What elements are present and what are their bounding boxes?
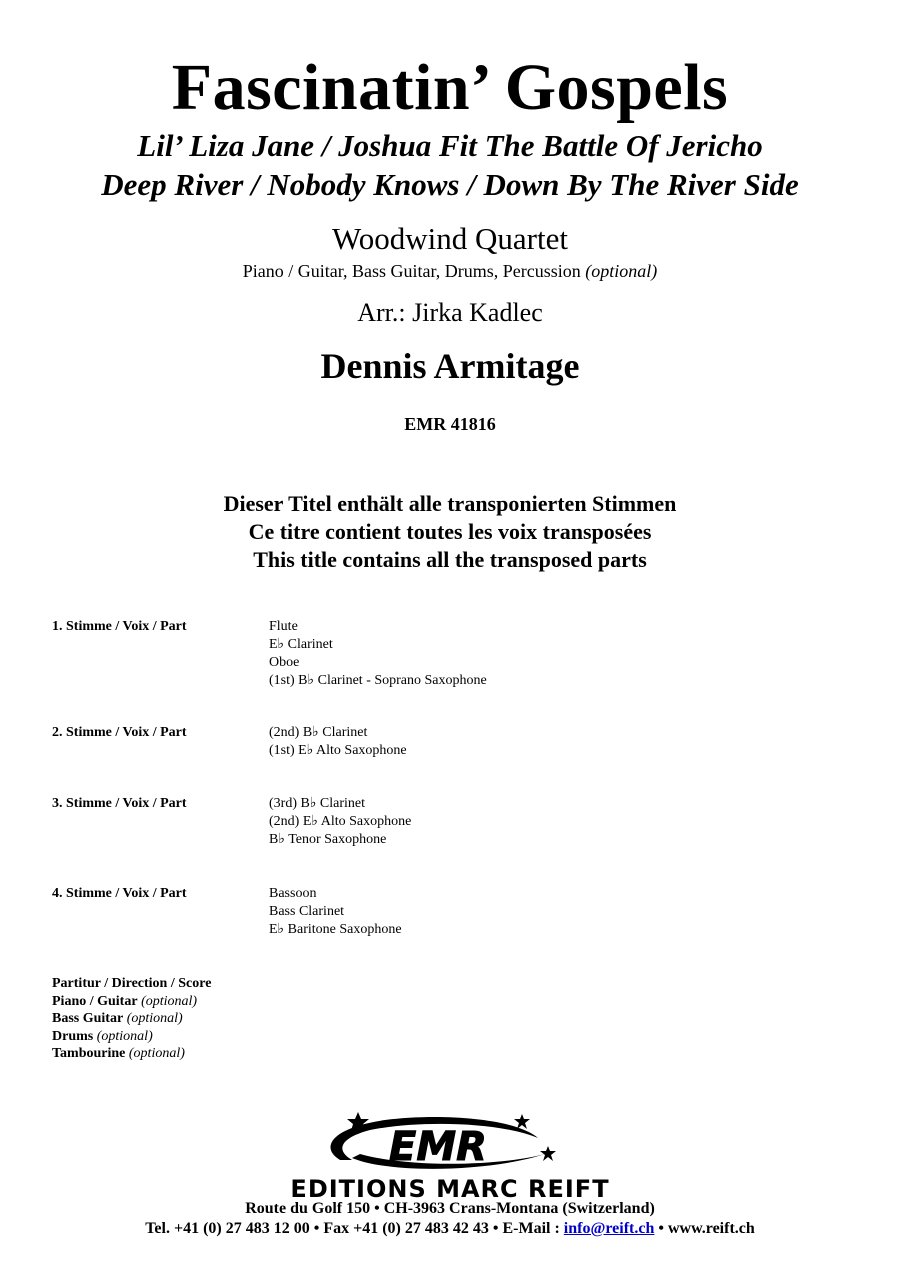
part-instrument-list bbox=[269, 795, 411, 849]
publisher-contact bbox=[0, 1219, 900, 1239]
part-instrument: (2nd) B♭ Clarinet bbox=[269, 725, 368, 740]
subtitle-line-2: Deep River / Nobody Knows / Down By The River Side bbox=[101, 167, 799, 202]
notice-de: Dieser Titel enthält alle transponierten Stimmen bbox=[223, 491, 677, 516]
part-instrument-list bbox=[269, 724, 407, 760]
extra-bass: Bass Guitar bbox=[52, 1011, 124, 1027]
part-instrument: Oboe bbox=[269, 655, 300, 670]
extras-list bbox=[52, 975, 211, 1063]
contact-phone-fax: Tel. +41 (0) 27 483 12 00 • Fax +41 (0) 27 483 42 43 • E-Mail : bbox=[145, 1220, 564, 1237]
notice-en: This title contains all the transposed parts bbox=[253, 547, 647, 572]
extra-optional: (optional) bbox=[141, 993, 198, 1009]
part-instrument: Bassoon bbox=[269, 886, 317, 901]
subtitle-line-1: Lil’ Liza Jane / Joshua Fit The Battle Of Jericho bbox=[137, 128, 763, 163]
logo-text: EMR bbox=[389, 1124, 487, 1170]
extra-optional: (optional) bbox=[126, 1011, 183, 1027]
contact-website: • www.reift.ch bbox=[654, 1220, 755, 1237]
instrumentation-optional: (optional) bbox=[585, 261, 658, 281]
instrumentation bbox=[0, 260, 900, 282]
part-instrument: (3rd) B♭ Clarinet bbox=[269, 796, 366, 811]
arranger: Arr.: Jirka Kadlec bbox=[357, 298, 543, 327]
part-label: 2. Stimme / Voix / Part bbox=[52, 725, 187, 740]
notice-fr: Ce titre contient toutes les voix transposées bbox=[248, 519, 652, 544]
part-instrument-list bbox=[269, 885, 402, 939]
catalog-number: EMR 41816 bbox=[404, 414, 496, 434]
part-instrument: E♭ Clarinet bbox=[269, 637, 333, 652]
publisher-address: Route du Golf 150 • CH-3963 Crans-Montana (Switzerland) bbox=[245, 1200, 655, 1217]
ensemble: Woodwind Quartet bbox=[332, 221, 568, 256]
emr-logo-icon bbox=[300, 1108, 570, 1180]
extra-piano: Piano / Guitar bbox=[52, 993, 138, 1009]
part-instrument: Bass Clarinet bbox=[269, 904, 345, 919]
part-label: 1. Stimme / Voix / Part bbox=[52, 619, 187, 634]
part-instrument: Flute bbox=[269, 619, 298, 634]
page-title: Fascinatin’ Gospels bbox=[171, 51, 729, 124]
part-label: 4. Stimme / Voix / Part bbox=[52, 886, 187, 901]
part-instrument: (1st) B♭ Clarinet - Soprano Saxophone bbox=[269, 673, 487, 688]
instrumentation-text: Piano / Guitar, Bass Guitar, Drums, Percussion bbox=[242, 261, 581, 281]
part-instrument: B♭ Tenor Saxophone bbox=[269, 832, 387, 847]
composer: Dennis Armitage bbox=[320, 346, 580, 386]
extra-score: Partitur / Direction / Score bbox=[52, 976, 212, 991]
part-label: 3. Stimme / Voix / Part bbox=[52, 796, 187, 811]
extra-tambourine: Tambourine bbox=[52, 1046, 126, 1062]
part-instrument: E♭ Baritone Saxophone bbox=[269, 922, 402, 937]
extra-drums: Drums bbox=[52, 1028, 94, 1044]
extra-optional: (optional) bbox=[96, 1028, 153, 1044]
part-instrument: (2nd) E♭ Alto Saxophone bbox=[269, 814, 412, 829]
extra-optional: (optional) bbox=[128, 1046, 185, 1062]
part-instrument: (1st) E♭ Alto Saxophone bbox=[269, 743, 407, 758]
part-instrument-list bbox=[269, 618, 487, 690]
publisher-name: EDITIONS MARC REIFT bbox=[290, 1175, 610, 1203]
email-link[interactable]: info@reift.ch bbox=[563, 1220, 655, 1237]
